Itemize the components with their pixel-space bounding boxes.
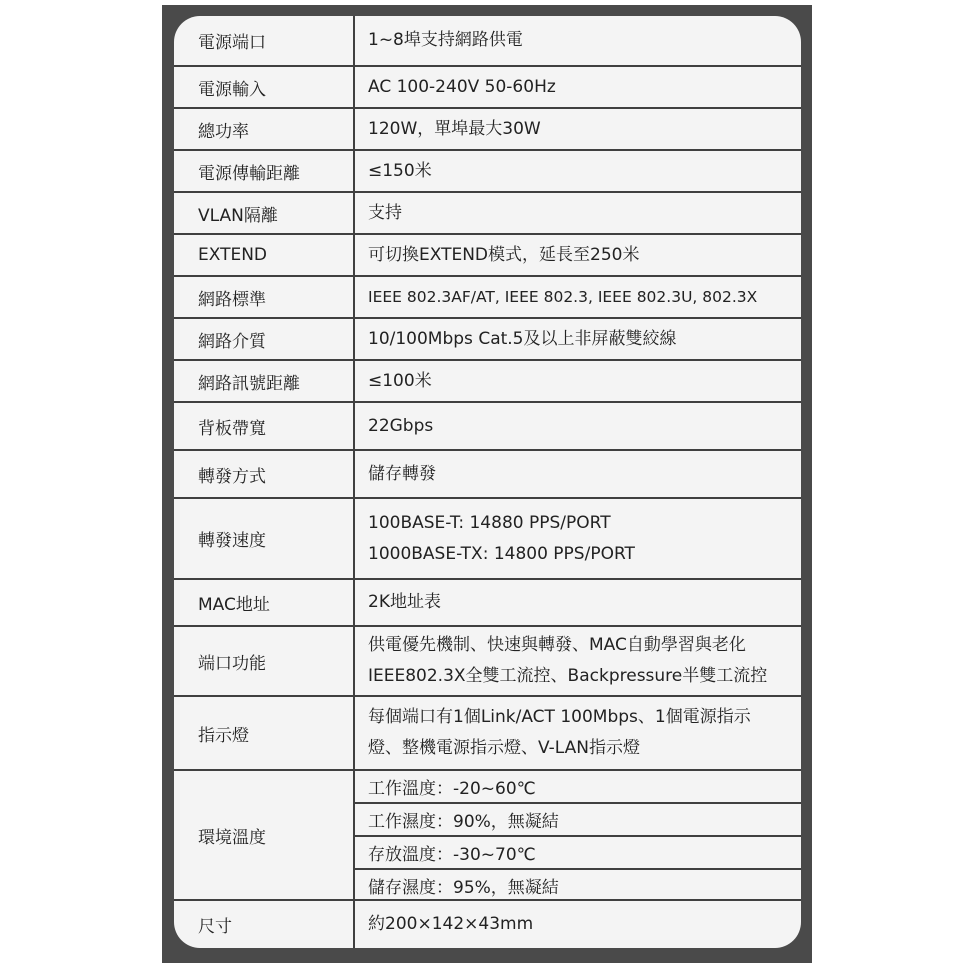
table-row — [174, 580, 801, 627]
row-label: 環境溫度 — [174, 771, 355, 899]
table-row — [174, 109, 801, 151]
table-row — [174, 16, 801, 67]
row-value — [355, 67, 801, 107]
row-label: EXTEND — [174, 235, 355, 275]
table-row — [174, 277, 801, 319]
table-row — [174, 151, 801, 193]
value-line: 供電優先機制、快速與轉發、MAC自動學習與老化 — [368, 635, 746, 655]
row-value — [355, 451, 801, 497]
row-label: 電源傳輸距離 — [174, 151, 355, 191]
row-value — [355, 193, 801, 233]
row-value — [355, 627, 801, 695]
table-row — [174, 627, 801, 697]
row-value — [355, 697, 801, 769]
value-line: 存放溫度：-30~70℃ — [355, 837, 801, 870]
row-label: VLAN隔離 — [174, 193, 355, 233]
value-line: 10/100Mbps Cat.5及以上非屏蔽雙絞線 — [368, 328, 677, 349]
row-label: 網路介質 — [174, 319, 355, 359]
row-label: 網路標準 — [174, 277, 355, 317]
row-value — [355, 277, 801, 317]
table-row — [174, 235, 801, 277]
value-line: 工作濕度：90%，無凝結 — [355, 804, 801, 837]
table-row — [174, 697, 801, 771]
row-label: 轉發方式 — [174, 451, 355, 497]
row-value — [355, 403, 801, 449]
value-line: 儲存轉發 — [368, 463, 436, 484]
row-label: 總功率 — [174, 109, 355, 149]
value-line: 支持 — [368, 202, 402, 223]
value-line: 100BASE-T: 14880 PPS/PORT — [368, 512, 611, 533]
row-label: 端口功能 — [174, 627, 355, 695]
row-label: 背板帶寬 — [174, 403, 355, 449]
row-value — [355, 499, 801, 578]
value-line: ≤100米 — [368, 370, 432, 391]
value-line: 1000BASE-TX: 14800 PPS/PORT — [368, 543, 635, 564]
row-label: 電源輸入 — [174, 67, 355, 107]
row-value — [355, 901, 801, 948]
table-row — [174, 451, 801, 499]
table-row — [174, 901, 801, 948]
value-line: 每個端口有1個Link/ACT 100Mbps、1個電源指示 — [368, 707, 751, 727]
value-line: 可切換EXTEND模式，延長至250米 — [368, 244, 640, 265]
row-value — [355, 319, 801, 359]
row-value — [355, 109, 801, 149]
row-value — [355, 235, 801, 275]
row-value — [355, 771, 801, 899]
row-label: 網路訊號距離 — [174, 361, 355, 401]
value-line: 22Gbps — [368, 415, 434, 436]
value-line: ≤150米 — [368, 160, 432, 181]
spec-table — [174, 16, 801, 948]
row-value — [355, 16, 801, 65]
row-value — [355, 361, 801, 401]
value-line: 工作溫度：-20~60℃ — [355, 771, 801, 804]
table-row — [174, 319, 801, 361]
value-line: IEEE 802.3AF/AT, IEEE 802.3, IEEE 802.3U, 802.3X — [368, 287, 758, 306]
value-line: AC 100-240V 50-60Hz — [368, 76, 556, 97]
row-label: 轉發速度 — [174, 499, 355, 578]
row-label: MAC地址 — [174, 580, 355, 625]
value-line: IEEE802.3X全雙工流控、Backpressure半雙工流控 — [368, 666, 768, 686]
table-row — [174, 193, 801, 235]
table-row — [174, 771, 801, 901]
table-row — [174, 403, 801, 451]
value-line: 1~8埠支持網路供電 — [368, 30, 523, 50]
value-line: 儲存濕度：95%，無凝結 — [368, 878, 559, 898]
value-line: 120W，單埠最大30W — [368, 118, 541, 139]
value-line: 燈、整機電源指示燈、V-LAN指示燈 — [368, 738, 640, 758]
row-label: 電源端口 — [174, 16, 355, 65]
row-value — [355, 151, 801, 191]
table-row — [174, 67, 801, 109]
row-value — [355, 580, 801, 625]
value-line: 約200×142×43mm — [368, 914, 534, 934]
table-row — [174, 361, 801, 403]
table-row — [174, 499, 801, 580]
row-label: 尺寸 — [174, 901, 355, 948]
row-label: 指示燈 — [174, 697, 355, 769]
value-line: 2K地址表 — [368, 592, 441, 612]
